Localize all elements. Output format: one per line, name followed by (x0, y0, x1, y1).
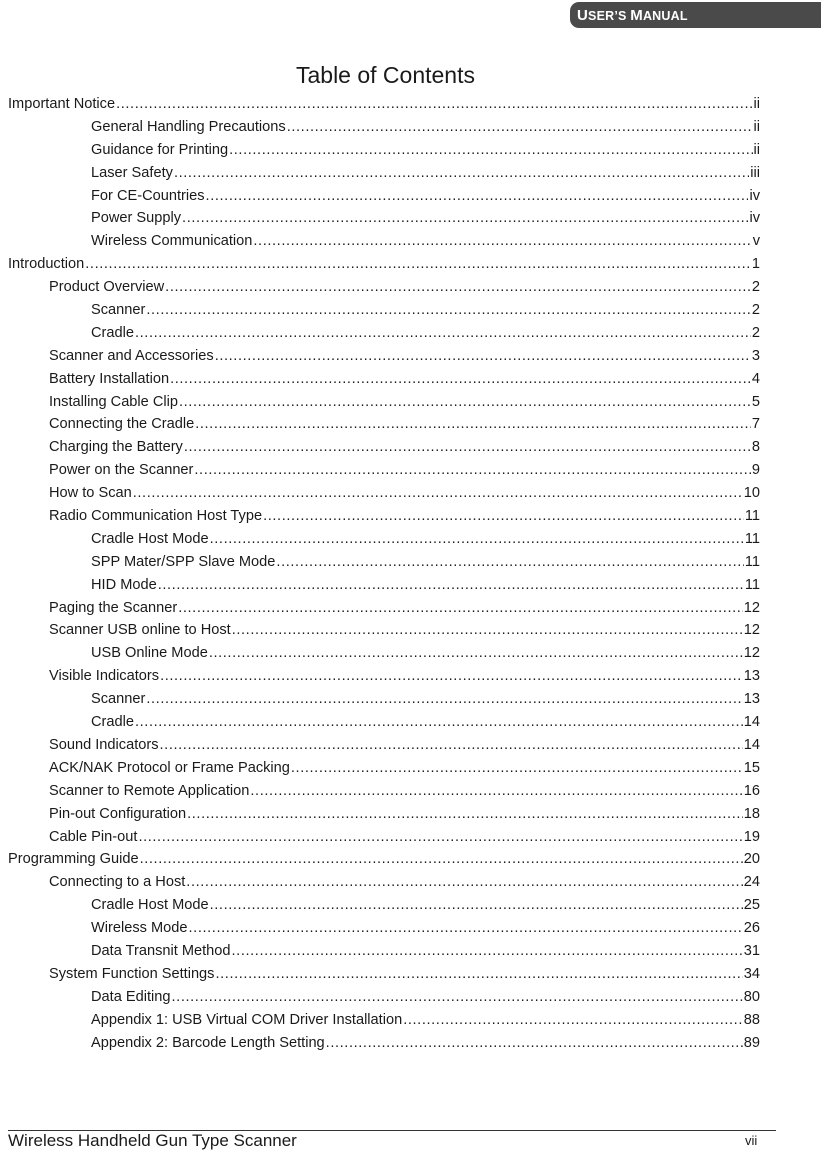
toc-entry-title: Scanner and Accessories (49, 347, 214, 364)
toc-entry-title: Radio Communication Host Type (49, 508, 263, 525)
toc-entry-title: Guidance for Printing (91, 141, 229, 158)
toc-entry-title: Charging the Battery (49, 439, 183, 456)
toc-dot-leader (133, 482, 743, 505)
toc-entry[interactable] (8, 482, 760, 505)
toc-dot-leader (210, 894, 743, 917)
toc-entry-page: 1 (751, 256, 760, 273)
toc-entry-page: 12 (743, 645, 760, 662)
toc-entry-title: Scanner to Remote Application (49, 782, 250, 799)
toc-dot-leader (135, 322, 751, 345)
toc-dot-leader (135, 711, 743, 734)
toc-entry[interactable] (8, 116, 760, 139)
toc-entry-page: 13 (743, 668, 760, 685)
toc-entry[interactable] (8, 528, 760, 551)
toc-entry-title: Paging the Scanner (49, 599, 178, 616)
toc-entry-page: 80 (743, 988, 760, 1005)
toc-dot-leader (215, 963, 742, 986)
toc-entry[interactable] (8, 162, 760, 185)
toc-dot-leader (146, 299, 751, 322)
toc-dot-leader (187, 803, 743, 826)
toc-entry-title: SPP Mater/SPP Slave Mode (91, 553, 276, 570)
toc-dot-leader (209, 642, 743, 665)
toc-entry-page: 3 (751, 347, 760, 364)
toc-dot-leader (287, 116, 753, 139)
toc-entry-page: 9 (751, 462, 760, 479)
toc-entry-title: For CE-Countries (91, 187, 205, 204)
toc-dot-leader (85, 253, 751, 276)
toc-entry[interactable] (8, 848, 760, 871)
toc-entry-page: iv (749, 187, 760, 204)
footer-page-number: vii (745, 1133, 758, 1148)
toc-entry[interactable] (8, 413, 760, 436)
toc-entry[interactable] (8, 688, 760, 711)
toc-dot-leader (184, 436, 751, 459)
toc-dot-leader (194, 459, 750, 482)
toc-entry[interactable] (8, 619, 760, 642)
toc-entry-title: Cradle Host Mode (91, 530, 209, 547)
header-letter-m: M (630, 7, 643, 24)
toc-entry-title: Appendix 2: Barcode Length Setting (91, 1034, 325, 1051)
toc-entry-page: 16 (743, 782, 760, 799)
toc-entry-title: Appendix 1: USB Virtual COM Driver Installation (91, 1011, 403, 1028)
toc-dot-leader (206, 185, 749, 208)
toc-dot-leader (326, 1032, 743, 1055)
toc-entry[interactable] (8, 368, 760, 391)
toc-entry[interactable] (8, 505, 760, 528)
toc-entry-page: 11 (744, 508, 760, 525)
toc-entry-page: 13 (743, 691, 760, 708)
toc-entry[interactable] (8, 185, 760, 208)
toc-entry[interactable] (8, 93, 760, 116)
toc-entry-page: 4 (751, 370, 760, 387)
toc-entry[interactable] (8, 139, 760, 162)
toc-dot-leader (146, 688, 742, 711)
toc-entry-page: ii (753, 141, 760, 158)
toc-dot-leader (140, 848, 743, 871)
toc-entry-page: 11 (744, 576, 760, 593)
toc-entry[interactable] (8, 940, 760, 963)
toc-dot-leader (250, 780, 742, 803)
toc-entry[interactable] (8, 917, 760, 940)
toc-dot-leader (116, 93, 752, 116)
toc-entry-page: 11 (744, 553, 760, 570)
toc-dot-leader (232, 619, 743, 642)
toc-entry[interactable] (8, 711, 760, 734)
toc-entry-title: Installing Cable Clip (49, 393, 178, 410)
toc-dot-leader (160, 665, 743, 688)
toc-entry-page: 24 (743, 874, 760, 891)
toc-entry[interactable] (8, 803, 760, 826)
toc-entry-title: ACK/NAK Protocol or Frame Packing (49, 759, 290, 776)
header-text-anual: ANUAL (642, 9, 688, 23)
toc-entry[interactable] (8, 436, 760, 459)
toc-entry-title: USB Online Mode (91, 645, 208, 662)
table-of-contents (8, 93, 760, 1054)
toc-entry[interactable] (8, 597, 760, 620)
toc-entry-title: HID Mode (91, 576, 157, 593)
toc-entry-page: 15 (743, 759, 760, 776)
toc-entry[interactable] (8, 276, 760, 299)
toc-entry-title: System Function Settings (49, 965, 215, 982)
toc-entry-title: Battery Installation (49, 370, 170, 387)
toc-entry-page: 31 (743, 942, 760, 959)
toc-dot-leader (189, 917, 743, 940)
toc-entry-page: 12 (743, 622, 760, 639)
toc-entry[interactable] (8, 253, 760, 276)
toc-entry-page: 89 (743, 1034, 760, 1051)
toc-dot-leader (172, 986, 743, 1009)
toc-entry-page: 2 (751, 279, 760, 296)
toc-entry-title: Programming Guide (8, 851, 139, 868)
toc-dot-leader (253, 230, 751, 253)
toc-entry-title: Power on the Scanner (49, 462, 194, 479)
toc-entry[interactable] (8, 963, 760, 986)
page-title: Table of Contents (295, 62, 475, 88)
footer-product-name: Wireless Handheld Gun Type Scanner (8, 1131, 297, 1150)
toc-entry-page: 34 (743, 965, 760, 982)
toc-dot-leader (291, 757, 743, 780)
toc-entry-page: ii (753, 118, 760, 135)
toc-entry-page: 2 (751, 324, 760, 341)
toc-entry[interactable] (8, 322, 760, 345)
toc-entry-title: Introduction (8, 256, 85, 273)
toc-entry[interactable] (8, 391, 760, 414)
toc-entry-title: General Handling Precautions (91, 118, 286, 135)
toc-dot-leader (215, 345, 751, 368)
toc-entry-title: Important Notice (8, 96, 116, 112)
toc-entry[interactable] (8, 665, 760, 688)
toc-entry[interactable] (8, 299, 760, 322)
toc-dot-leader (263, 505, 744, 528)
toc-dot-leader (182, 207, 748, 230)
toc-dot-leader (138, 826, 742, 849)
toc-entry[interactable] (8, 871, 760, 894)
toc-entry-title: Connecting to a Host (49, 874, 186, 891)
toc-entry-page: 5 (751, 393, 760, 410)
toc-dot-leader (165, 276, 751, 299)
toc-entry-page: iv (749, 210, 760, 227)
toc-dot-leader (232, 940, 743, 963)
header-text-ser: SER (588, 9, 615, 23)
toc-entry-page: v (752, 233, 760, 250)
toc-entry[interactable] (8, 642, 760, 665)
toc-dot-leader (179, 391, 751, 414)
toc-entry[interactable] (8, 894, 760, 917)
toc-entry[interactable] (8, 207, 760, 230)
toc-entry-page: ii (753, 96, 760, 112)
toc-entry-title: Data Transnit Method (91, 942, 231, 959)
toc-entry-title: Cradle (91, 324, 134, 341)
manual-header-tab (570, 2, 821, 28)
toc-entry-page: 25 (743, 897, 760, 914)
toc-entry[interactable] (8, 345, 760, 368)
toc-entry[interactable] (8, 826, 760, 849)
toc-entry[interactable] (8, 734, 760, 757)
toc-entry-title: How to Scan (49, 485, 132, 502)
toc-entry[interactable] (8, 757, 760, 780)
toc-entry-page: 26 (743, 920, 760, 937)
toc-entry[interactable] (8, 986, 760, 1009)
toc-entry[interactable] (8, 230, 760, 253)
toc-entry-page: 10 (743, 485, 760, 502)
toc-entry-page: 8 (751, 439, 760, 456)
toc-dot-leader (403, 1009, 743, 1032)
toc-entry-title: Scanner (91, 691, 146, 708)
toc-entry-title: Sound Indicators (49, 736, 159, 753)
toc-entry-page: 2 (751, 302, 760, 319)
toc-entry[interactable] (8, 551, 760, 574)
toc-entry-page: 7 (751, 416, 760, 433)
toc-entry-title: Wireless Mode (91, 920, 188, 937)
toc-dot-leader (170, 368, 751, 391)
toc-entry[interactable] (8, 459, 760, 482)
toc-entry-page: 14 (743, 736, 760, 753)
toc-dot-leader (158, 574, 744, 597)
toc-entry-page: 14 (743, 714, 760, 731)
toc-dot-leader (178, 597, 743, 620)
toc-entry-title: Cable Pin-out (49, 828, 138, 845)
toc-entry-title: Wireless Communication (91, 233, 253, 250)
toc-entry[interactable] (8, 574, 760, 597)
toc-entry-page: 20 (743, 851, 760, 868)
toc-dot-leader (186, 871, 742, 894)
toc-entry-title: Cradle (91, 714, 134, 731)
toc-entry-title: Laser Safety (91, 164, 173, 181)
toc-entry-page: 11 (744, 530, 760, 547)
toc-entry[interactable] (8, 1032, 760, 1055)
toc-entry-title: Product Overview (49, 279, 165, 296)
toc-entry-page: iii (750, 164, 760, 181)
toc-entry-page: 18 (743, 805, 760, 822)
toc-entry-title: Visible Indicators (49, 668, 160, 685)
toc-dot-leader (195, 413, 751, 436)
toc-dot-leader (174, 162, 749, 185)
header-apostrophe: ’S (614, 9, 631, 23)
toc-dot-leader (229, 139, 752, 162)
toc-dot-leader (160, 734, 743, 757)
toc-entry-title: Scanner USB online to Host (49, 622, 231, 639)
toc-entry-title: Cradle Host Mode (91, 897, 209, 914)
toc-entry[interactable] (8, 1009, 760, 1032)
toc-entry-title: Connecting the Cradle (49, 416, 195, 433)
toc-dot-leader (276, 551, 743, 574)
toc-entry-title: Power Supply (91, 210, 182, 227)
toc-entry-title: Pin-out Configuration (49, 805, 187, 822)
toc-entry-title: Scanner (91, 302, 146, 319)
toc-dot-leader (210, 528, 744, 551)
toc-entry-page: 12 (743, 599, 760, 616)
toc-entry-page: 19 (743, 828, 760, 845)
toc-entry-page: 88 (743, 1011, 760, 1028)
header-letter-u: U (577, 7, 589, 24)
toc-entry[interactable] (8, 780, 760, 803)
toc-entry-title: Data Editing (91, 988, 171, 1005)
